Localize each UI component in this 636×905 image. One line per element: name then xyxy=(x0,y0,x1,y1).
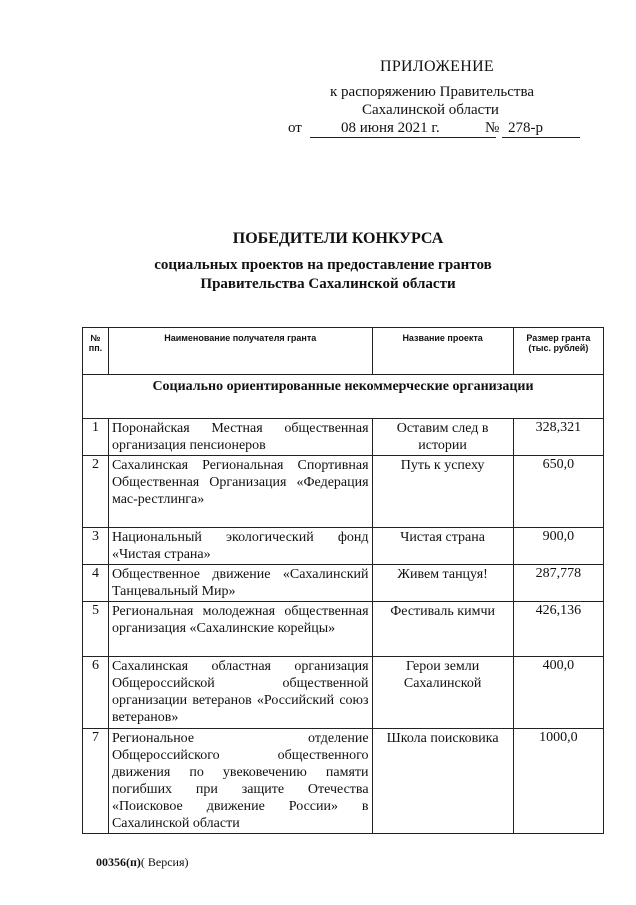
recipient-name: Региональная молодежная общественная организация «Сахалинские корейцы» xyxy=(108,602,372,657)
column-header-number: № пп. xyxy=(83,328,109,375)
order-number: 278-р xyxy=(508,120,543,136)
document-subtitle-line2: Правительства Сахалинской области xyxy=(200,276,456,292)
table-row xyxy=(83,456,604,528)
document-code: 00356(п) xyxy=(96,855,141,869)
project-name: Чистая страна xyxy=(372,528,513,565)
number-label: № xyxy=(485,120,500,136)
row-number: 7 xyxy=(83,729,109,834)
appendix-label: ПРИЛОЖЕНИЕ xyxy=(380,58,495,75)
grant-amount: 426,136 xyxy=(513,602,603,657)
order-reference-line1: к распоряжению Правительства xyxy=(330,84,535,100)
column-header-amount: Размер гранта (тыс. рублей) xyxy=(513,328,603,375)
table-row xyxy=(83,419,604,456)
row-number: 6 xyxy=(83,657,109,729)
grant-amount: 400,0 xyxy=(513,657,603,729)
document-version: ( Версия) xyxy=(140,855,189,869)
project-name: Фестиваль кимчи xyxy=(372,602,513,657)
order-date: 08 июня 2021 г. xyxy=(341,120,440,136)
row-number: 2 xyxy=(83,456,109,528)
row-number: 1 xyxy=(83,419,109,456)
recipient-name: Сахалинская Региональная Спортивная Общественная Организация «Федерация мас-рестлинга» xyxy=(108,456,372,528)
column-header-project: Название проекта xyxy=(372,328,513,375)
document-footer xyxy=(96,855,189,870)
table-row xyxy=(83,565,604,602)
grant-amount: 328,321 xyxy=(513,419,603,456)
grant-winners-table xyxy=(82,327,604,834)
grant-amount: 900,0 xyxy=(513,528,603,565)
row-number: 3 xyxy=(83,528,109,565)
from-label: от xyxy=(288,120,302,136)
row-number: 4 xyxy=(83,565,109,602)
order-date-number-row xyxy=(288,120,588,140)
recipient-name: Национальный экологический фонд «Чистая страна» xyxy=(108,528,372,565)
table-row xyxy=(83,528,604,565)
project-name: Путь к успеху xyxy=(372,456,513,528)
recipient-name: Поронайская Местная общественная организация пенсионеров xyxy=(108,419,372,456)
order-reference-line2: Сахалинской области xyxy=(362,102,499,118)
column-header-recipient: Наименование получателя гранта xyxy=(108,328,372,375)
grant-amount: 650,0 xyxy=(513,456,603,528)
recipient-name: Сахалинская областная организация Общероссийской общественной организации ветеранов «Российский союз ветеранов» xyxy=(108,657,372,729)
project-name: Герои земли Сахалинской xyxy=(372,657,513,729)
table-row xyxy=(83,602,604,657)
grant-amount: 287,778 xyxy=(513,565,603,602)
recipient-name: Региональное отделение Общероссийского общественного движения по увековечению памяти погибших при защите Отечества «Поисковое движение России» в Сахалинской области xyxy=(108,729,372,834)
document-title: ПОБЕДИТЕЛИ КОНКУРСА xyxy=(232,230,444,247)
row-number: 5 xyxy=(83,602,109,657)
project-name: Оставим след в истории xyxy=(372,419,513,456)
project-name: Школа поисковика xyxy=(372,729,513,834)
section-title: Социально ориентированные некоммерческие организации xyxy=(83,375,604,419)
document-subtitle-line1: социальных проектов на предоставление грантов xyxy=(154,257,492,273)
grant-amount: 1000,0 xyxy=(513,729,603,834)
recipient-name: Общественное движение «Сахалинский Танцевальный Мир» xyxy=(108,565,372,602)
table-row xyxy=(83,657,604,729)
table-header-row xyxy=(83,328,604,375)
table-row xyxy=(83,729,604,834)
section-row xyxy=(83,375,604,419)
project-name: Живем танцуя! xyxy=(372,565,513,602)
